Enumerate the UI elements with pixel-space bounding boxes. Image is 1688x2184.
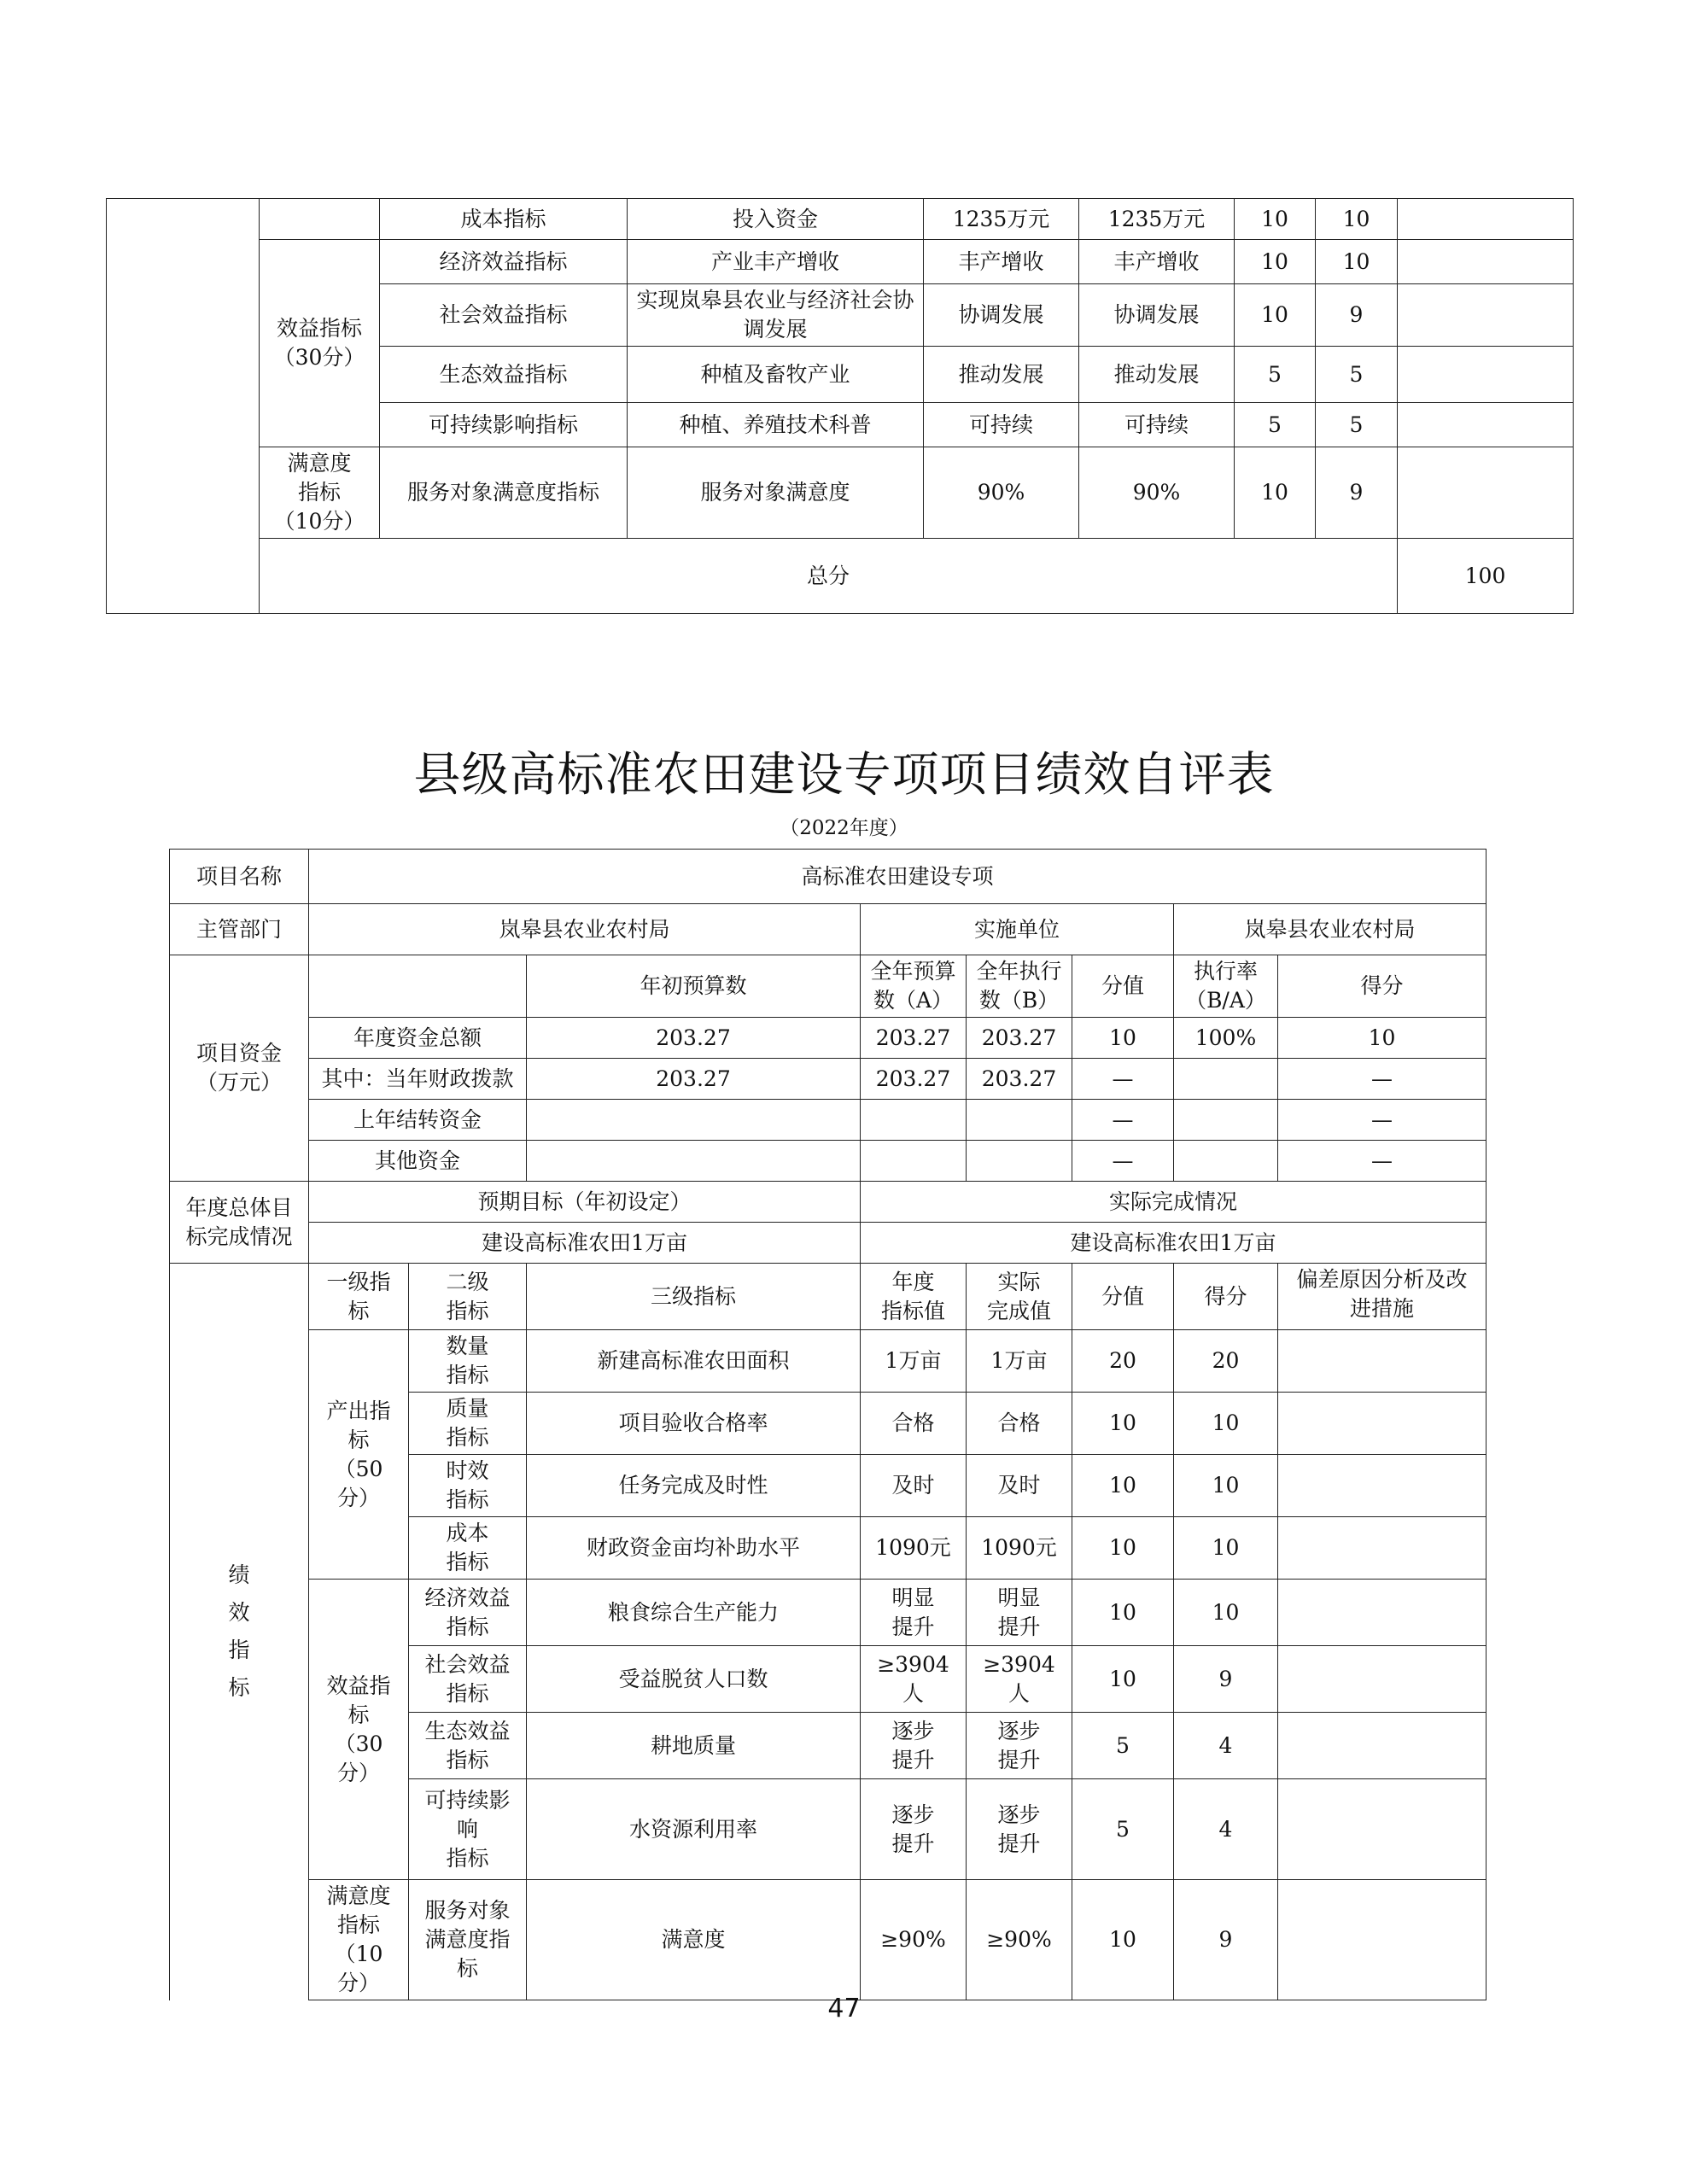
fund-name: 上年结转资金 — [309, 1100, 527, 1141]
fund-annual — [861, 1100, 967, 1141]
got-value: 10 — [1174, 1393, 1278, 1455]
deviation-cell — [1278, 1646, 1486, 1713]
blank-cell — [1398, 240, 1574, 284]
fund-name: 年度资金总额 — [309, 1018, 527, 1059]
indicator-name: 种植、养殖技术科普 — [628, 403, 924, 447]
score-value: 10 — [1072, 1393, 1174, 1455]
fund-score: — — [1072, 1059, 1174, 1100]
l2-indicator: 成本 指标 — [409, 1517, 527, 1580]
fund-executed — [967, 1100, 1072, 1141]
target-value: ≥90% — [861, 1880, 967, 2000]
page-title: 县级高标准农田建设专项项目绩效自评表 — [413, 747, 1275, 802]
score-value: 5 — [1072, 1713, 1174, 1779]
fund-rate — [1174, 1059, 1278, 1100]
impl-label: 实施单位 — [861, 904, 1174, 955]
indicator-name: 服务对象满意度 — [628, 447, 924, 539]
goal-expected-label: 预期目标（年初设定） — [309, 1182, 861, 1223]
indicator-name: 实现岚皋县农业与经济社会协调发展 — [628, 284, 924, 347]
l2-indicator: 数量 指标 — [409, 1330, 527, 1393]
fund-initial: 203.27 — [527, 1059, 861, 1100]
l2-indicator: 社会效益 指标 — [409, 1646, 527, 1713]
fund-got: 10 — [1278, 1018, 1486, 1059]
blank-cell — [1398, 284, 1574, 347]
got-value: 4 — [1174, 1779, 1278, 1880]
deviation-cell — [1278, 1580, 1486, 1646]
actual-value: 明显 提升 — [967, 1580, 1072, 1646]
fund-executed: 203.27 — [967, 1059, 1072, 1100]
l2-indicator: 质量 指标 — [409, 1393, 527, 1455]
fund-initial — [527, 1100, 861, 1141]
got-value: 9 — [1316, 284, 1398, 347]
table-row — [170, 1018, 1486, 1059]
target-value: 合格 — [861, 1393, 967, 1455]
target-value: 及时 — [861, 1455, 967, 1517]
score-value: 10 — [1072, 1517, 1174, 1580]
performance-table-continued — [106, 198, 1574, 614]
fund-executed — [967, 1141, 1072, 1182]
deviation-cell — [1278, 1330, 1486, 1393]
goal-actual: 建设高标准农田1万亩 — [861, 1223, 1486, 1264]
fund-rate — [1174, 1141, 1278, 1182]
blank-cell — [107, 199, 260, 614]
deviation-cell — [1278, 1455, 1486, 1517]
blank-cell — [260, 199, 380, 240]
score-value: 5 — [1072, 1779, 1174, 1880]
l3-indicator: 任务完成及时性 — [527, 1455, 861, 1517]
table-row — [107, 199, 1574, 240]
table-row — [170, 1223, 1486, 1264]
score-value: 10 — [1235, 240, 1316, 284]
perf-header-target: 年度 指标值 — [861, 1264, 967, 1330]
table-row — [170, 1264, 1486, 1330]
table-row — [170, 1330, 1486, 1393]
table-row — [170, 1141, 1486, 1182]
target-value: 90% — [924, 447, 1079, 539]
deviation-cell — [1278, 1393, 1486, 1455]
actual-value: 逐步 提升 — [967, 1713, 1072, 1779]
l3-indicator: 水资源利用率 — [527, 1779, 861, 1880]
actual-value: 合格 — [967, 1393, 1072, 1455]
got-value: 5 — [1316, 403, 1398, 447]
score-value: 10 — [1072, 1580, 1174, 1646]
table-row — [107, 240, 1574, 284]
satisfaction-category: 满意度 指标 （10分） — [260, 447, 380, 539]
target-value: 丰产增收 — [924, 240, 1079, 284]
l2-indicator: 服务对象 满意度指 标 — [409, 1880, 527, 2000]
l3-indicator: 服务对象满意度指标 — [380, 447, 628, 539]
perf-header-actual: 实际 完成值 — [967, 1264, 1072, 1330]
table-row — [170, 904, 1486, 955]
funds-header-got: 得分 — [1278, 955, 1486, 1018]
l3-indicator: 粮食综合生产能力 — [527, 1580, 861, 1646]
actual-value: 1235万元 — [1079, 199, 1235, 240]
l3-indicator: 可持续影响指标 — [380, 403, 628, 447]
got-value: 20 — [1174, 1330, 1278, 1393]
perf-header-score: 分值 — [1072, 1264, 1174, 1330]
fund-rate — [1174, 1100, 1278, 1141]
funds-header-rate: 执行率（B/A） — [1174, 955, 1278, 1018]
table-row — [170, 1580, 1486, 1646]
target-value: ≥3904 人 — [861, 1646, 967, 1713]
got-value: 10 — [1174, 1455, 1278, 1517]
score-value: 5 — [1235, 403, 1316, 447]
actual-value: 90% — [1079, 447, 1235, 539]
got-value: 9 — [1316, 447, 1398, 539]
fund-got: — — [1278, 1059, 1486, 1100]
blank-cell — [1398, 447, 1574, 539]
funds-header-score: 分值 — [1072, 955, 1174, 1018]
table-row — [170, 1182, 1486, 1223]
got-value: 10 — [1316, 240, 1398, 284]
fund-score: 10 — [1072, 1018, 1174, 1059]
fund-name: 其他资金 — [309, 1141, 527, 1182]
funds-label: 项目资金 （万元） — [170, 955, 309, 1182]
score-value: 10 — [1235, 199, 1316, 240]
target-value: 1万亩 — [861, 1330, 967, 1393]
indicator-name: 种植及畜牧产业 — [628, 347, 924, 403]
funds-header-annual: 全年预算数（A） — [861, 955, 967, 1018]
score-value: 10 — [1072, 1455, 1174, 1517]
table-row — [170, 1880, 1486, 2000]
score-value: 10 — [1072, 1880, 1174, 2000]
l3-indicator: 项目验收合格率 — [527, 1393, 861, 1455]
goal-label: 年度总体目 标完成情况 — [170, 1182, 309, 1264]
actual-value: 1万亩 — [967, 1330, 1072, 1393]
actual-value: 可持续 — [1079, 403, 1235, 447]
got-value: 5 — [1316, 347, 1398, 403]
table-row — [170, 955, 1486, 1018]
l2-indicator: 时效 指标 — [409, 1455, 527, 1517]
got-value: 9 — [1174, 1880, 1278, 2000]
actual-value: 逐步 提升 — [967, 1779, 1072, 1880]
funds-header-executed: 全年执行数（B） — [967, 955, 1072, 1018]
l3-indicator: 社会效益指标 — [380, 284, 628, 347]
self-evaluation-table — [169, 849, 1486, 2000]
deviation-cell — [1278, 1517, 1486, 1580]
got-value: 10 — [1174, 1580, 1278, 1646]
got-value: 10 — [1316, 199, 1398, 240]
score-value: 5 — [1235, 347, 1316, 403]
l2-indicator: 经济效益 指标 — [409, 1580, 527, 1646]
perf-header-got: 得分 — [1174, 1264, 1278, 1330]
total-label: 总分 — [260, 539, 1398, 614]
perf-label: 绩 效 指 标 — [170, 1264, 309, 2000]
indicator-name: 产业丰产增收 — [628, 240, 924, 284]
project-name-label: 项目名称 — [170, 850, 309, 904]
perf-header-l2: 二级 指标 — [409, 1264, 527, 1330]
score-value: 20 — [1072, 1330, 1174, 1393]
actual-value: 1090元 — [967, 1517, 1072, 1580]
actual-value: 推动发展 — [1079, 347, 1235, 403]
actual-value: 协调发展 — [1079, 284, 1235, 347]
total-row — [107, 539, 1574, 614]
l3-indicator: 财政资金亩均补助水平 — [527, 1517, 861, 1580]
perf-header-deviation: 偏差原因分析及改 进措施 — [1278, 1264, 1486, 1330]
goal-actual-label: 实际完成情况 — [861, 1182, 1486, 1223]
fund-name: 其中：当年财政拨款 — [309, 1059, 527, 1100]
indicator-name: 投入资金 — [628, 199, 924, 240]
table-row — [170, 1100, 1486, 1141]
project-name: 高标准农田建设专项 — [309, 850, 1486, 904]
got-value: 10 — [1174, 1517, 1278, 1580]
target-value: 逐步 提升 — [861, 1779, 967, 1880]
target-value: 逐步 提升 — [861, 1713, 967, 1779]
l3-indicator: 受益脱贫人口数 — [527, 1646, 861, 1713]
page-number: 47 — [827, 1994, 861, 2023]
impl-value: 岚皋县农业农村局 — [1174, 904, 1486, 955]
blank-cell — [1398, 403, 1574, 447]
actual-value: ≥90% — [967, 1880, 1072, 2000]
fund-annual: 203.27 — [861, 1059, 967, 1100]
target-value: 协调发展 — [924, 284, 1079, 347]
l3-indicator: 耕地质量 — [527, 1713, 861, 1779]
dept-label: 主管部门 — [170, 904, 309, 955]
actual-value: 及时 — [967, 1455, 1072, 1517]
benefit-category: 效益指 标 （30 分） — [309, 1580, 409, 1880]
perf-header-l1: 一级指 标 — [309, 1264, 409, 1330]
funds-header-initial: 年初预算数 — [527, 955, 861, 1018]
table-row — [107, 447, 1574, 539]
target-value: 可持续 — [924, 403, 1079, 447]
blank-cell — [309, 955, 527, 1018]
l3-indicator: 经济效益指标 — [380, 240, 628, 284]
benefit-category: 效益指标 （30分） — [260, 240, 380, 447]
actual-value: ≥3904 人 — [967, 1646, 1072, 1713]
dept-value: 岚皋县农业农村局 — [309, 904, 861, 955]
score-value: 10 — [1072, 1646, 1174, 1713]
total-score: 100 — [1398, 539, 1574, 614]
fund-got: — — [1278, 1100, 1486, 1141]
l3-indicator: 满意度 — [527, 1880, 861, 2000]
table-row — [170, 1059, 1486, 1100]
score-value: 10 — [1235, 284, 1316, 347]
fund-got: — — [1278, 1141, 1486, 1182]
l3-indicator: 成本指标 — [380, 199, 628, 240]
got-value: 9 — [1174, 1646, 1278, 1713]
output-category: 产出指 标 （50 分） — [309, 1330, 409, 1580]
actual-value: 丰产增收 — [1079, 240, 1235, 284]
target-value: 推动发展 — [924, 347, 1079, 403]
fund-rate: 100% — [1174, 1018, 1278, 1059]
l2-indicator: 生态效益 指标 — [409, 1713, 527, 1779]
satisfaction-category: 满意度 指标 （10 分） — [309, 1880, 409, 2000]
target-value: 1235万元 — [924, 199, 1079, 240]
l2-indicator: 可持续影 响 指标 — [409, 1779, 527, 1880]
fund-initial: 203.27 — [527, 1018, 861, 1059]
fund-initial — [527, 1141, 861, 1182]
blank-cell — [1398, 199, 1574, 240]
deviation-cell — [1278, 1713, 1486, 1779]
year-subtitle: （2022年度） — [780, 817, 908, 839]
score-value: 10 — [1235, 447, 1316, 539]
fund-score: — — [1072, 1100, 1174, 1141]
goal-expected: 建设高标准农田1万亩 — [309, 1223, 861, 1264]
target-value: 1090元 — [861, 1517, 967, 1580]
fund-score: — — [1072, 1141, 1174, 1182]
got-value: 4 — [1174, 1713, 1278, 1779]
fund-annual — [861, 1141, 967, 1182]
blank-cell — [1398, 347, 1574, 403]
deviation-cell — [1278, 1779, 1486, 1880]
deviation-cell — [1278, 1880, 1486, 2000]
l3-indicator: 新建高标准农田面积 — [527, 1330, 861, 1393]
perf-header-l3: 三级指标 — [527, 1264, 861, 1330]
target-value: 明显 提升 — [861, 1580, 967, 1646]
l3-indicator: 生态效益指标 — [380, 347, 628, 403]
fund-executed: 203.27 — [967, 1018, 1072, 1059]
table-row — [170, 850, 1486, 904]
fund-annual: 203.27 — [861, 1018, 967, 1059]
